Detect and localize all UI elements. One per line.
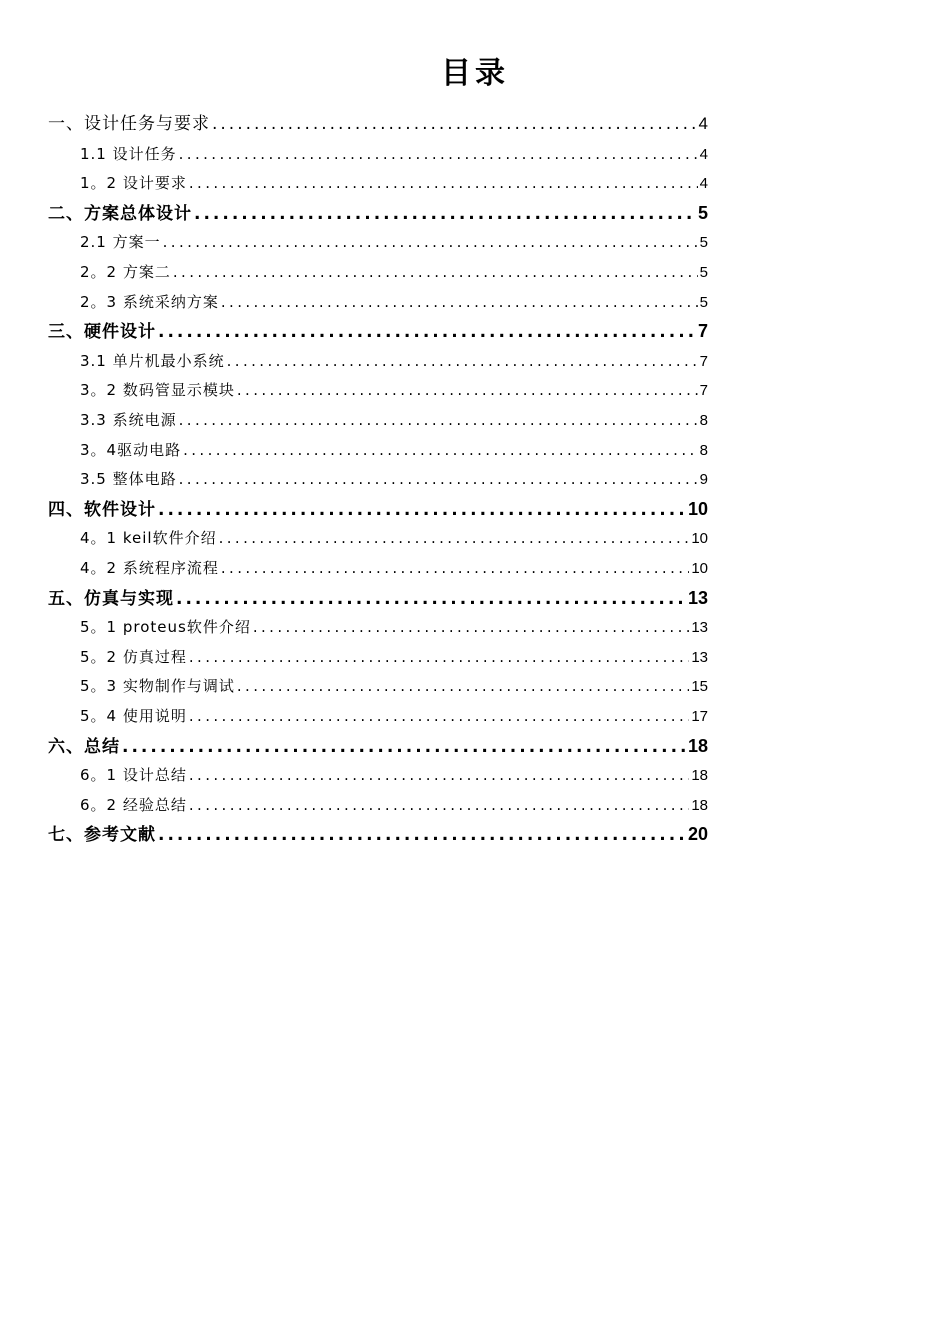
toc-dot-leader <box>158 318 696 346</box>
toc-entry-chapter[interactable] <box>48 199 708 227</box>
toc-dot-leader <box>179 406 698 434</box>
toc-entry-page-number: 5 <box>699 293 708 311</box>
toc-dot-leader <box>179 140 698 168</box>
toc-dot-leader <box>158 496 686 524</box>
toc-entry-label: 五、仿真与实现 <box>48 588 174 609</box>
toc-entry-section[interactable] <box>80 288 708 316</box>
toc-dot-leader <box>173 258 698 286</box>
toc-entry-section[interactable] <box>80 643 708 671</box>
toc-entry-page-number: 10 <box>687 498 708 519</box>
toc-entry-page-number: 4 <box>699 175 708 193</box>
toc-entry-section[interactable] <box>80 702 708 730</box>
toc-entry-section[interactable] <box>80 376 708 404</box>
toc-entry-page-number: 5 <box>697 202 708 223</box>
toc-entry-page-number: 18 <box>691 767 708 785</box>
toc-entry-section[interactable] <box>80 347 708 375</box>
toc-entry-page-number: 5 <box>699 234 708 252</box>
toc-dot-leader <box>194 200 696 228</box>
toc-dot-leader <box>122 733 686 761</box>
toc-entry-label: 2。3 系统采纳方案 <box>80 292 219 311</box>
toc-entry-page-number: 7 <box>699 352 708 370</box>
toc-entry-section[interactable] <box>80 406 708 434</box>
toc-entry-page-number: 20 <box>687 824 708 845</box>
toc-entry-label: 七、参考文献 <box>48 825 156 846</box>
toc-entry-label: 3.3 系统电源 <box>80 411 177 429</box>
toc-entry-page-number: 8 <box>699 412 708 429</box>
toc-entry-section[interactable] <box>80 672 708 700</box>
toc-dot-leader <box>189 169 698 197</box>
toc-entry-section[interactable] <box>80 554 708 582</box>
toc-entry-section[interactable] <box>80 791 708 819</box>
toc-dot-leader <box>183 436 698 464</box>
toc-dot-leader <box>221 288 698 316</box>
toc-dot-leader <box>179 465 698 493</box>
toc-entry-label: 5。4 使用说明 <box>80 707 187 725</box>
toc-title: 目录 <box>441 56 509 91</box>
toc-entry-label: 2.1 方案一 <box>80 233 161 252</box>
toc-dot-leader <box>189 761 689 789</box>
toc-entry-label: 4。2 系统程序流程 <box>80 559 219 577</box>
toc-entry-label: 6。1 设计总结 <box>80 766 187 785</box>
toc-entry-chapter[interactable] <box>48 495 708 523</box>
toc-entry-page-number: 7 <box>697 321 708 342</box>
toc-dot-leader <box>176 585 686 613</box>
toc-entry-chapter[interactable] <box>48 317 708 345</box>
toc-entry-page-number: 13 <box>691 619 708 637</box>
toc-dot-leader <box>189 702 689 730</box>
toc-entry-label: 1.1 设计任务 <box>80 144 177 163</box>
toc-dot-leader <box>212 110 697 138</box>
toc-entry-section[interactable] <box>80 258 708 286</box>
toc-entry-label: 5。3 实物制作与调试 <box>80 677 235 696</box>
toc-entry-label: 5。1 proteus软件介绍 <box>80 618 251 637</box>
toc-entry-page-number: 5 <box>699 264 708 281</box>
toc-dot-leader <box>237 376 698 404</box>
toc-entry-page-number: 13 <box>691 648 708 666</box>
toc-entry-section[interactable] <box>80 169 708 197</box>
toc-entry-page-number: 9 <box>699 471 708 489</box>
toc-entry-page-number: 13 <box>687 587 708 608</box>
toc-entry-label: 六、总结 <box>48 736 120 757</box>
toc-dot-leader <box>219 524 690 552</box>
toc-entry-section[interactable] <box>80 613 708 641</box>
toc-entry-page-number: 10 <box>691 530 708 548</box>
toc-entry-page-number: 4 <box>699 145 708 163</box>
toc-entry-label: 5。2 仿真过程 <box>80 647 187 666</box>
toc-entry-section[interactable] <box>80 228 708 256</box>
toc-dot-leader <box>227 347 698 375</box>
toc-entry-page-number: 4 <box>698 114 708 133</box>
toc-entry-page-number: 10 <box>691 560 708 577</box>
toc-dot-leader <box>253 613 689 641</box>
toc-entry-chapter[interactable] <box>48 584 708 612</box>
toc-entry-label: 3.1 单片机最小系统 <box>80 351 225 370</box>
toc-dot-leader <box>163 228 698 256</box>
toc-dot-leader <box>158 821 686 849</box>
toc-entry-page-number: 18 <box>687 735 708 756</box>
toc-entry-label: 3。4驱动电路 <box>80 440 182 459</box>
toc-entry-section[interactable] <box>80 761 708 789</box>
toc-entry-page-number: 17 <box>691 708 708 725</box>
toc-entry-label: 二、方案总体设计 <box>48 203 192 224</box>
toc-dot-leader <box>189 791 689 819</box>
toc-dot-leader <box>221 554 689 582</box>
toc-dot-leader <box>189 643 689 671</box>
toc-entry-chapter[interactable] <box>48 110 708 138</box>
toc-entry-label: 四、软件设计 <box>48 499 156 520</box>
toc-entry-label: 2。2 方案二 <box>80 263 171 281</box>
toc-entry-section[interactable] <box>80 524 708 552</box>
toc-entry-chapter[interactable] <box>48 732 708 760</box>
toc-entry-label: 3。2 数码管显示模块 <box>80 381 235 400</box>
toc-entry-label: 三、硬件设计 <box>48 322 156 343</box>
toc-entry-label: 一、设计任务与要求 <box>48 114 210 134</box>
toc-entry-page-number: 18 <box>691 796 708 814</box>
toc-entry-label: 1。2 设计要求 <box>80 174 187 193</box>
toc-entry-page-number: 7 <box>699 382 708 400</box>
toc-dot-leader <box>237 672 689 700</box>
toc-entry-section[interactable] <box>80 465 708 493</box>
toc-entry-section[interactable] <box>80 436 708 464</box>
toc-entry-label: 3.5 整体电路 <box>80 470 177 489</box>
toc-entry-page-number: 15 <box>691 678 708 696</box>
toc-entry-label: 6。2 经验总结 <box>80 795 187 814</box>
toc-entry-chapter[interactable] <box>48 820 708 848</box>
toc-entry-page-number: 8 <box>699 441 708 459</box>
toc-entry-label: 4。1 keil软件介绍 <box>80 529 217 548</box>
toc-entry-section[interactable] <box>80 140 708 168</box>
